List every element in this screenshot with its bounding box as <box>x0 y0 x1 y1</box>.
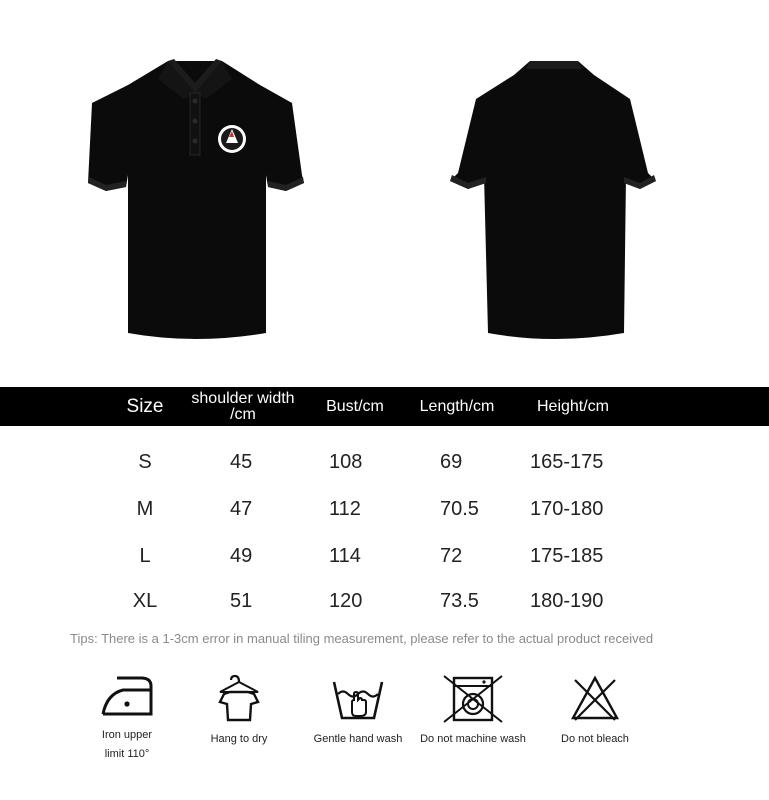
height-cell: 180-190 <box>530 589 604 612</box>
size-cell: M <box>136 497 154 520</box>
size-table-header <box>0 387 769 426</box>
length-cell: 70.5 <box>440 497 479 520</box>
bust-cell: 108 <box>329 450 363 473</box>
polo-back-image <box>444 55 664 345</box>
size-cell: S <box>138 450 152 473</box>
care-item-iron <box>62 672 192 764</box>
shoulder-header-line2: /cm <box>230 405 256 423</box>
no-machine-wash-icon <box>440 672 506 724</box>
shoulder-header-line1: shoulder width <box>191 389 295 407</box>
care-label: Gentle hand wash <box>313 733 403 745</box>
no-bleach-icon <box>565 672 625 724</box>
length-cell: 72 <box>440 544 463 567</box>
care-item-hand-wash <box>293 672 423 749</box>
polo-front-image <box>80 55 310 345</box>
bust-header-label: Bust/cm <box>326 397 384 415</box>
length-cell: 73.5 <box>440 589 479 612</box>
care-item-no-machine-wash <box>408 672 538 749</box>
size-cell: L <box>139 544 151 567</box>
table-row <box>0 494 769 524</box>
care-label: Iron upper <box>101 729 153 741</box>
hanger-icon <box>214 672 264 724</box>
bust-cell: 112 <box>329 497 361 520</box>
hand-wash-icon <box>328 672 388 724</box>
care-label: Do not bleach <box>561 733 629 745</box>
table-row <box>0 447 769 477</box>
height-header-label: Height/cm <box>536 397 610 415</box>
shoulder-cell: 49 <box>230 544 253 567</box>
size-cell: XL <box>132 589 158 612</box>
table-row <box>0 586 769 616</box>
size-header-label: Size <box>126 395 164 417</box>
shoulder-cell: 51 <box>230 589 253 612</box>
measurement-tips: Tips: There is a 1-3cm error in manual tiling measurement, please refer to the actual product received <box>70 631 654 646</box>
bust-cell: 120 <box>329 589 363 612</box>
length-header-label: Length/cm <box>419 397 495 415</box>
iron-icon <box>97 672 157 720</box>
care-label: limit 110° <box>104 748 150 760</box>
care-label: Hang to dry <box>210 733 268 745</box>
care-label: Do not machine wash <box>420 733 526 745</box>
shoulder-cell: 47 <box>230 497 253 520</box>
shoulder-cell: 45 <box>230 450 253 473</box>
length-cell: 69 <box>440 450 463 473</box>
height-cell: 175-185 <box>530 544 604 567</box>
height-cell: 165-175 <box>530 450 604 473</box>
height-cell: 170-180 <box>530 497 604 520</box>
shoulder-header-label <box>180 387 306 426</box>
care-item-hang <box>174 672 304 749</box>
table-row <box>0 541 769 571</box>
bust-cell: 114 <box>329 544 361 567</box>
care-item-no-bleach <box>530 672 660 749</box>
